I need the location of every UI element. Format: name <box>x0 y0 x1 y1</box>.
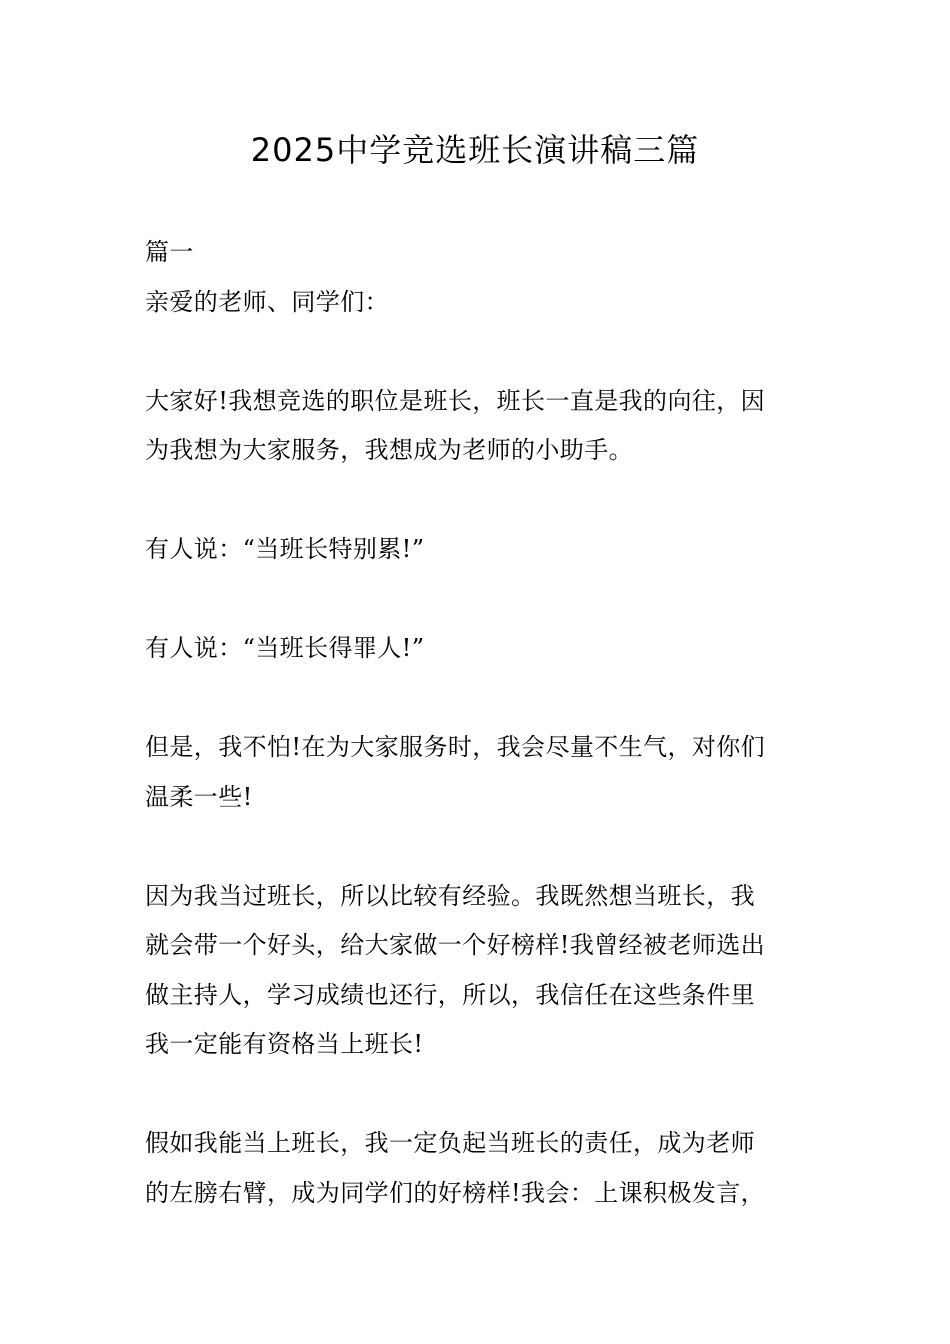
paragraph-4 <box>145 723 807 822</box>
paragraph-gap <box>145 674 807 724</box>
paragraph-gap <box>145 327 807 377</box>
paragraph-line: 我一定能有资格当上班长! <box>145 1030 424 1058</box>
paragraph-5 <box>145 872 807 1070</box>
paragraph-line: 温柔一些! <box>145 782 253 811</box>
paragraph-line: 为我想为大家服务，我想成为老师的小助手。 <box>145 436 633 464</box>
paragraph-line: 因为我当过班长，所以比较有经验。我既然想当班长，我 <box>145 881 755 910</box>
paragraph-gap <box>145 1070 807 1120</box>
paragraph-line: 有人说：“当班长得罪人!” <box>145 634 425 662</box>
paragraph-gap <box>145 575 807 625</box>
paragraph-gap <box>145 822 807 872</box>
salutation: 亲爱的老师、同学们： <box>145 287 389 316</box>
paragraph-6 <box>145 1119 807 1218</box>
paragraph-line: 就会带一个好头，给大家做一个好榜样!我曾经被老师选出 <box>145 931 766 959</box>
document-title: 2025中学竞选班长演讲稿三篇 <box>250 131 700 169</box>
paragraph-line: 有人说：“当班长特别累!” <box>145 535 425 563</box>
paragraph-line: 假如我能当上班长，我一定负起当班长的责任，成为老师 <box>145 1129 755 1157</box>
paragraph-line: 的左膀右臂，成为同学们的好榜样!我会：上课积极发言， <box>145 1178 766 1207</box>
paragraph-line: 大家好!我想竞选的职位是班长，班长一直是我的向往，因 <box>145 386 766 415</box>
section-label: 篇一 <box>145 238 194 266</box>
paragraph-line: 做主持人，学习成绩也还行，所以，我信任在这些条件里 <box>145 980 755 1009</box>
paragraph-1 <box>145 377 807 476</box>
document-body <box>145 228 807 1218</box>
paragraph-gap <box>145 476 807 526</box>
paragraph-line: 但是，我不怕!在为大家服务时，我会尽量不生气，对你们 <box>145 733 766 761</box>
paragraph-2 <box>145 525 807 575</box>
paragraph-3 <box>145 624 807 674</box>
